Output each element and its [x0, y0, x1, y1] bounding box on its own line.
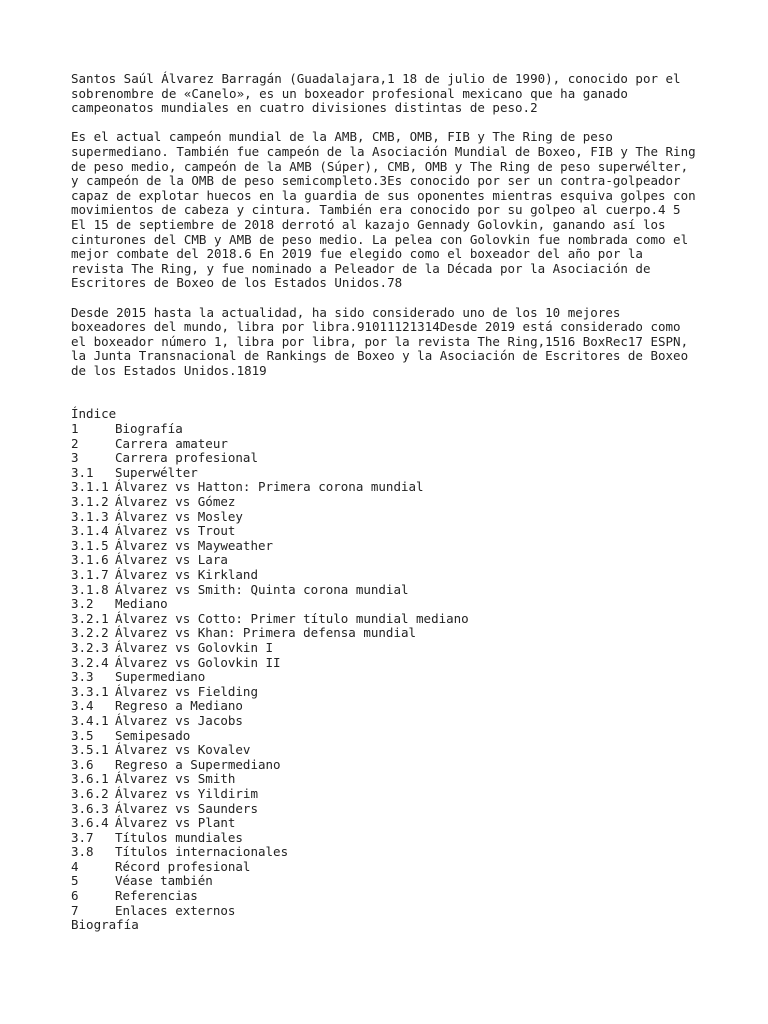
toc-item-label: Álvarez vs Gómez — [115, 494, 236, 510]
toc-item-number: 3.2.3 — [71, 639, 109, 655]
toc-item[interactable] — [71, 845, 711, 860]
toc-item-label: Álvarez vs Trout — [115, 523, 236, 539]
toc-item-label: Biografía — [115, 421, 183, 437]
titles-paragraph: Es el actual campeón mundial de la AMB, CMB, OMB, FIB y The Ring de peso supermediano. También fue campeón de la Asociación Mundial de Boxeo, FIB y The Ring de peso medio, campeón de la AMB (Súper), CMB, OMB y The Ring de peso superwélter, y campeón de la OMB de peso semicompleto.3Es conocido por ser un contra-golpeador capaz de explotar huecos en la guardia de sus oponentes mientras esquiva golpes con movimientos de cabeza y cintura. También era conocido por su golpeo al cuerpo.4 5 El 15 de septiembre de 2018 derrotó al kazajo Gennady Golovkin, ganando así los cinturones del CMB y AMB de peso medio. La pelea con Golovkin fue nombrada como el mejor combate del 2018.6 En 2019 fue elegido como el boxeador del año por la revista The Ring, y fue nominado a Peleador de la Década por la Asociación de Escritores de Boxeo de los Estados Unidos.78 — [71, 129, 696, 291]
toc-item-number: 3 — [71, 450, 79, 466]
toc-item-label: Récord profesional — [115, 858, 251, 874]
toc-item[interactable] — [71, 656, 711, 671]
toc-item[interactable] — [71, 874, 711, 889]
toc-item-number: 3.2.2 — [71, 625, 109, 641]
toc-item-label: Álvarez vs Lara — [115, 552, 228, 568]
toc-item-label: Álvarez vs Smith — [115, 771, 236, 787]
toc-item[interactable] — [71, 437, 711, 452]
toc-item-number: 3.1.1 — [71, 479, 109, 495]
toc-item-number: 3.3.1 — [71, 683, 109, 699]
table-of-contents — [71, 407, 711, 932]
toc-item-number: 3.1.2 — [71, 494, 109, 510]
toc-item-label: Álvarez vs Fielding — [115, 683, 258, 699]
toc-item[interactable] — [71, 524, 711, 539]
toc-item-label: Superwélter — [115, 464, 198, 480]
toc-item-label: Álvarez vs Mayweather — [115, 537, 274, 553]
intro-paragraph: Santos Saúl Álvarez Barragán (Guadalajara,1 18 de julio de 1990), conocido por el sobrenombre de «Canelo», es un boxeador profesional mexicano que ha ganado campeonatos mundiales en cuatro divisiones distintas de peso.2 — [71, 71, 681, 116]
toc-item[interactable] — [71, 495, 711, 510]
toc-item-label: Álvarez vs Hatton: Primera corona mundial — [115, 479, 424, 495]
toc-item-label: Enlaces externos — [115, 902, 236, 918]
toc-item-label: Álvarez vs Saunders — [115, 800, 258, 816]
toc-item-number: 3.6.1 — [71, 771, 109, 787]
toc-item[interactable] — [71, 714, 711, 729]
toc-item-label: Carrera profesional — [115, 450, 258, 466]
toc-item-label: Álvarez vs Cotto: Primer título mundial mediano — [115, 610, 469, 626]
toc-item[interactable] — [71, 685, 711, 700]
toc-item-label: Álvarez vs Smith: Quinta corona mundial — [115, 581, 409, 597]
toc-item-number: 6 — [71, 888, 79, 904]
toc-item-number: 3.7 — [71, 829, 94, 845]
toc-item[interactable] — [71, 553, 711, 568]
toc-item-label: Álvarez vs Mosley — [115, 508, 243, 524]
toc-item-label: Títulos mundiales — [115, 829, 243, 845]
toc-item-number: 2 — [71, 435, 79, 451]
section-heading-biografia: Biografía — [71, 917, 139, 933]
toc-item[interactable] — [71, 451, 711, 466]
toc-item-label: Referencias — [115, 888, 198, 904]
toc-item-number: 3.2.1 — [71, 610, 109, 626]
toc-item-label: Regreso a Supermediano — [115, 756, 281, 772]
toc-item-number: 3.1.3 — [71, 508, 109, 524]
toc-item[interactable] — [71, 670, 711, 685]
toc-item-number: 3.1.5 — [71, 537, 109, 553]
toc-item-label: Álvarez vs Kirkland — [115, 567, 258, 582]
toc-item-number: 3.2.4 — [71, 654, 109, 670]
toc-item-label: Carrera amateur — [115, 435, 228, 451]
toc-item-number: 3.8 — [71, 844, 94, 860]
toc-item-number: 3.6.3 — [71, 800, 109, 816]
toc-item[interactable] — [71, 641, 711, 656]
toc-item-label: Álvarez vs Golovkin II — [115, 654, 281, 670]
toc-item-number: 3.1.4 — [71, 523, 109, 539]
toc-item-number: 3.4 — [71, 698, 94, 714]
toc-item-number: 3.1.6 — [71, 552, 109, 568]
toc-item-label: Álvarez vs Yildirim — [115, 785, 258, 801]
toc-item-label: Regreso a Mediano — [115, 698, 243, 714]
toc-item-number: 3.1 — [71, 464, 94, 480]
toc-item-number: 3.5.1 — [71, 742, 109, 758]
toc-item[interactable] — [71, 729, 711, 744]
toc-item[interactable] — [71, 612, 711, 627]
toc-item[interactable] — [71, 466, 711, 481]
toc-heading: Índice — [71, 406, 117, 422]
toc-item-number: 3.2 — [71, 596, 94, 612]
toc-item[interactable] — [71, 699, 711, 714]
ranking-paragraph: Desde 2015 hasta la actualidad, ha sido considerado uno de los 10 mejores boxeadores del mundo, libra por libra.91011121314Desde 2019 está considerado como el boxeador número 1, libra por libra, por la revista The Ring,1516 BoxRec17 ESPN, la Junta Transnacional de Rankings de Boxeo y la Asociación de Escritores de Boxeo de los Estados Unidos.1819 — [71, 304, 689, 378]
toc-item-number: 5 — [71, 873, 79, 889]
toc-item-number: 3.1.7 — [71, 567, 109, 582]
toc-item-number: 1 — [71, 421, 79, 437]
toc-item-label: Álvarez vs Plant — [115, 815, 236, 831]
toc-item[interactable] — [71, 422, 711, 437]
toc-item[interactable] — [71, 480, 711, 495]
toc-item[interactable] — [71, 889, 711, 904]
toc-item[interactable] — [71, 904, 711, 919]
toc-item-number: 3.6.2 — [71, 785, 109, 801]
toc-item-number: 3.3 — [71, 669, 94, 685]
toc-item[interactable] — [71, 831, 711, 846]
toc-item-number: 4 — [71, 858, 79, 874]
toc-item-number: 3.6.4 — [71, 815, 109, 831]
toc-item[interactable] — [71, 510, 711, 525]
toc-item[interactable] — [71, 758, 711, 773]
toc-item[interactable] — [71, 626, 711, 641]
toc-item-label: Álvarez vs Jacobs — [115, 712, 243, 728]
toc-item[interactable] — [71, 568, 711, 583]
toc-item[interactable] — [71, 743, 711, 758]
toc-item-label: Véase también — [115, 873, 213, 889]
toc-item-label: Mediano — [115, 596, 168, 612]
toc-item[interactable] — [71, 583, 711, 598]
toc-item-number: 3.1.8 — [71, 581, 109, 597]
toc-item-label: Títulos internacionales — [115, 844, 289, 860]
toc-item[interactable] — [71, 539, 711, 554]
toc-item-number: 7 — [71, 902, 79, 918]
toc-item-label: Álvarez vs Kovalev — [115, 742, 251, 758]
toc-item[interactable] — [71, 802, 711, 817]
toc-item-label: Álvarez vs Golovkin I — [115, 639, 274, 655]
toc-item-label: Álvarez vs Khan: Primera defensa mundial — [115, 625, 417, 641]
toc-item[interactable] — [71, 597, 711, 612]
toc-item-number: 3.6 — [71, 756, 94, 772]
toc-item-number: 3.4.1 — [71, 712, 109, 728]
toc-item-label: Supermediano — [115, 669, 206, 685]
toc-list — [71, 422, 711, 918]
toc-item[interactable] — [71, 772, 711, 787]
document-body — [71, 72, 711, 933]
toc-item[interactable] — [71, 860, 711, 875]
toc-item[interactable] — [71, 787, 711, 802]
toc-item-number: 3.5 — [71, 727, 94, 743]
toc-item[interactable] — [71, 816, 711, 831]
toc-item-label: Semipesado — [115, 727, 191, 743]
